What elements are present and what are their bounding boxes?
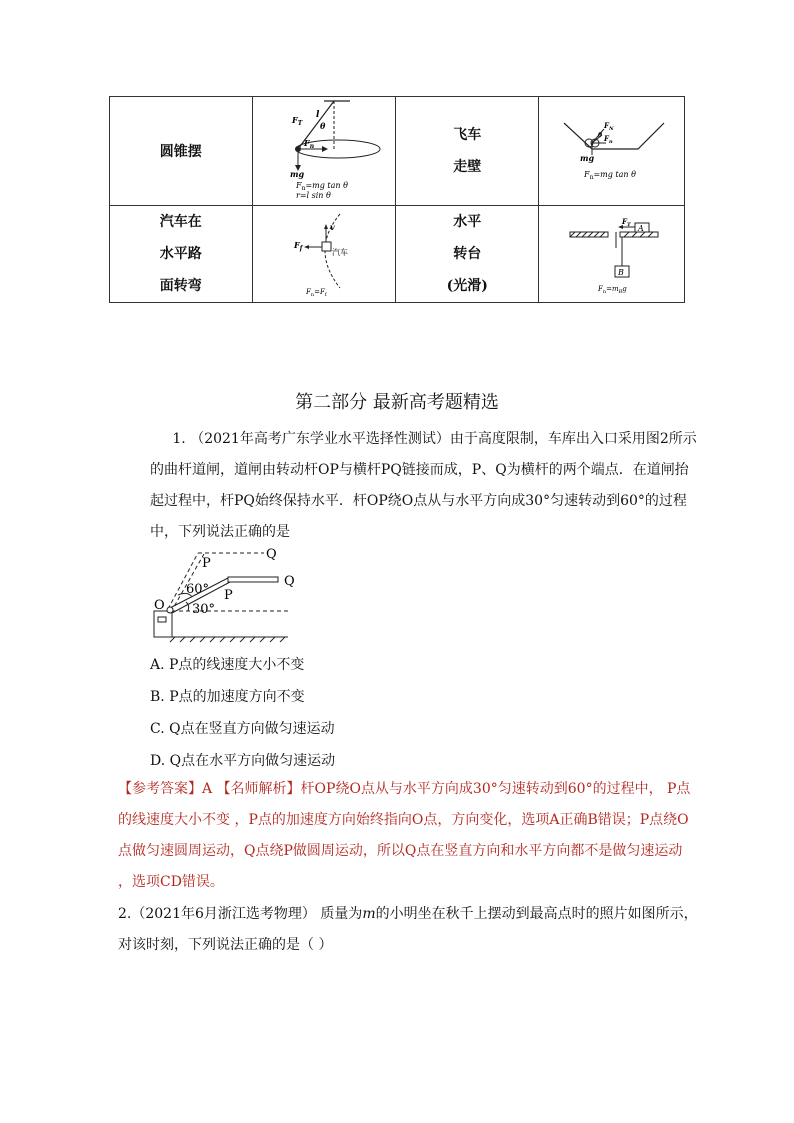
option-b: B. P点的加速度方向不变 xyxy=(150,689,305,705)
question-2-stem: 2.（2021年6月浙江选考物理） 质量为m的小明坐在秋千上摆动到最高点时的照片如图所示，对该时刻，下列说法正确的是（ ） xyxy=(118,906,698,953)
svg-text:θ: θ xyxy=(597,132,602,139)
svg-text:60°: 60° xyxy=(186,582,210,597)
svg-text:r=l sin θ: r=l sin θ xyxy=(295,191,331,200)
svg-text:FT: $F_T$ xyxy=(621,216,631,228)
svg-text:A: A xyxy=(637,223,644,233)
figure-car-turning xyxy=(252,206,396,303)
svg-text:P: P xyxy=(224,588,233,603)
svg-text:P: P xyxy=(202,556,211,571)
option-d: D. Q点在水平方向做匀速运动 xyxy=(150,753,336,769)
section-title: 第二部分 最新高考题精选 xyxy=(295,392,499,413)
figure-turntable xyxy=(539,206,685,303)
svg-text:Fn: $F_n$ xyxy=(603,134,613,145)
svg-text:Q: Q xyxy=(284,574,295,589)
option-c: C. Q点在竖直方向做匀速运动 xyxy=(150,721,335,737)
svg-text:O: O xyxy=(154,598,165,613)
svg-text:mg: mg xyxy=(289,169,305,179)
svg-text:mg: mg xyxy=(579,153,594,163)
svg-text:Ff: $F_f$ xyxy=(293,239,303,252)
table-row xyxy=(110,206,685,303)
svg-text:θ: θ xyxy=(319,121,326,131)
svg-text:FT: $F_T$ xyxy=(291,115,303,127)
svg-text:l: l xyxy=(315,110,320,120)
label-car-turning: 汽车在 水平路 面转弯 xyxy=(110,206,253,303)
svg-text:v: v xyxy=(329,221,335,232)
label-turntable: 水平 转台 (光滑) xyxy=(396,206,539,303)
svg-text:Fn=mBg: $F_n=m_Bg$ xyxy=(597,284,627,295)
figure-conical-pendulum xyxy=(252,97,396,206)
svg-text:FN: $F_N$ xyxy=(603,121,614,132)
svg-text:汽车: 汽车 xyxy=(331,247,348,257)
svg-text:Fn: $F_n$ xyxy=(303,138,315,150)
label-wall-ride: 飞车 走壁 xyxy=(396,97,539,206)
svg-text:Fn=Ff: $F_n=F_f$ xyxy=(305,287,327,297)
svg-text:Q: Q xyxy=(266,547,277,562)
svg-text:30°: 30° xyxy=(192,602,216,617)
label-conical-pendulum: 圆锥摆 xyxy=(110,97,253,206)
answer-explanation: 【参考答案】A 【名师解析】杆OP绕O点从与水平方向成30°匀速转动到60°的过程中， P点的线速度大小不变 ，P点的加速度方向始终指向O点，方向变化，选项A正确B错误；P点绕O点做匀速圆周运动，Q点绕P做圆周运动，所以Q点在竖直方向和水平方向都不是做匀速运动 ，选项CD错误。 xyxy=(118,781,691,890)
svg-text:B: B xyxy=(617,267,624,277)
svg-text:Fn=mg tan θ: $F_n=mg$ tan θ xyxy=(583,170,636,181)
barrier-gate-figure xyxy=(148,545,308,643)
table-row xyxy=(110,97,685,206)
question-1-stem: 1. （2021年高考广东学业水平选择性测试）由于高度限制，车库出入口采用图2所示的曲杆道闸，道闸由转动杆OP与横杆PQ链接而成，P、Q为横杆的两个端点．在道闸抬起过程中，杆PQ始终保持水平．杆OP绕O点从与水平方向成30°匀速转动到60°的过程中，下列说法正确的是 xyxy=(150,431,697,540)
option-a: A. P点的线速度大小不变 xyxy=(150,657,305,673)
svg-text:Fn=mg tan θ: $F_n=mg$ tan θ xyxy=(295,181,348,192)
figure-wall-ride xyxy=(539,97,685,206)
summary-table xyxy=(109,96,685,303)
